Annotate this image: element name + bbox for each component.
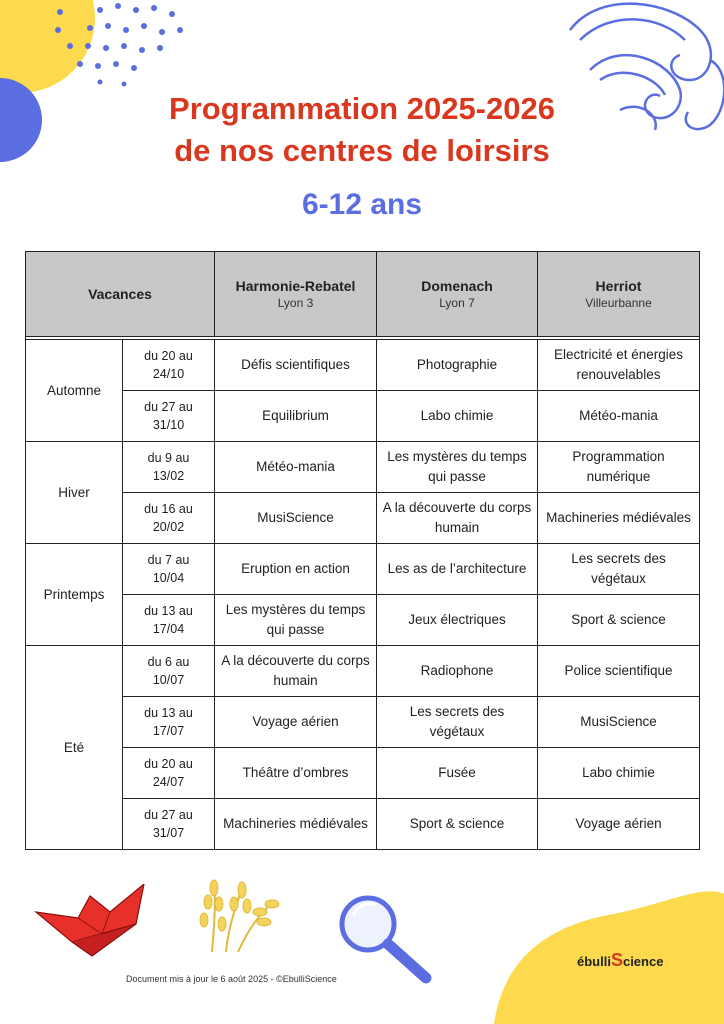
date-cell: du 6 au 10/07 — [123, 646, 215, 697]
activity-cell: MusiScience — [538, 697, 700, 748]
activity-cell: Equilibrium — [215, 391, 377, 442]
activity-cell: Défis scientifiques — [215, 340, 377, 391]
age-range-subtitle: 6-12 ans — [301, 188, 423, 221]
activity-cell: Les secrets des végétaux — [377, 697, 538, 748]
date-cell: du 20 au 24/10 — [123, 340, 215, 391]
activity-cell: Météo-mania — [215, 442, 377, 493]
table-row — [26, 799, 700, 850]
table-row — [26, 595, 700, 646]
center-name: Herriot — [595, 278, 642, 294]
activity-cell: Police scientifique — [538, 646, 700, 697]
table-row — [26, 442, 700, 493]
table-row — [26, 493, 700, 544]
activity-cell: Théâtre d’ombres — [215, 748, 377, 799]
center-location: Lyon 3 — [277, 296, 314, 310]
table-row — [26, 697, 700, 748]
date-cell: du 7 au 10/04 — [123, 544, 215, 595]
activity-cell: Fusée — [377, 748, 538, 799]
date-cell: du 9 au 13/02 — [123, 442, 215, 493]
logo-s: S — [610, 950, 623, 970]
header-center-harmonie — [215, 252, 377, 337]
schedule-table — [25, 251, 700, 850]
title-line-1: Programmation 2025-2026 — [169, 91, 555, 126]
activity-cell: A la découverte du corps humain — [377, 493, 538, 544]
wheat-icon — [192, 874, 287, 954]
center-name: Domenach — [421, 278, 493, 294]
season-cell: Eté — [26, 646, 123, 850]
activity-cell: Les secrets des végétaux — [538, 544, 700, 595]
activity-cell: Météo-mania — [538, 391, 700, 442]
magnifier-icon — [336, 892, 436, 987]
date-cell: du 16 au 20/02 — [123, 493, 215, 544]
footer-note: Document mis à jour le 6 août 2025 - ©EbulliScience — [126, 974, 337, 984]
table-row — [26, 646, 700, 697]
boat-icon — [32, 884, 147, 959]
activity-cell: Voyage aérien — [538, 799, 700, 850]
activity-cell: Eruption en action — [215, 544, 377, 595]
activity-cell: MusiScience — [215, 493, 377, 544]
activity-cell: Les as de l’architecture — [377, 544, 538, 595]
header-center-herriot — [538, 252, 700, 337]
activity-cell: Labo chimie — [538, 748, 700, 799]
activity-cell: Jeux électriques — [377, 595, 538, 646]
table-header-row — [26, 252, 700, 337]
table-row — [26, 748, 700, 799]
header-vacances: Vacances — [26, 252, 215, 337]
logo-prefix: ébulli — [577, 954, 611, 969]
center-name: Harmonie-Rebatel — [235, 278, 356, 294]
table-row — [26, 391, 700, 442]
activity-cell: Programmation numérique — [538, 442, 700, 493]
table-row — [26, 340, 700, 391]
page-title — [0, 88, 724, 172]
center-location: Villeurbanne — [585, 296, 652, 310]
date-cell: du 13 au 17/04 — [123, 595, 215, 646]
ebulliscience-logo — [577, 950, 663, 971]
title-line-2: de nos centres de loirsirs — [174, 133, 550, 168]
activity-cell: Machineries médiévales — [538, 493, 700, 544]
season-cell: Automne — [26, 340, 123, 442]
activity-cell: Sport & science — [377, 799, 538, 850]
logo-suffix: cience — [622, 954, 664, 969]
activity-cell: Labo chimie — [377, 391, 538, 442]
season-cell: Printemps — [26, 544, 123, 646]
activity-cell: Sport & science — [538, 595, 700, 646]
activity-cell: Voyage aérien — [215, 697, 377, 748]
date-cell: du 20 au 24/07 — [123, 748, 215, 799]
table-row — [26, 544, 700, 595]
header-center-domenach — [377, 252, 538, 337]
season-cell: Hiver — [26, 442, 123, 544]
date-cell: du 27 au 31/07 — [123, 799, 215, 850]
center-location: Lyon 7 — [439, 296, 475, 310]
activity-cell: Machineries médiévales — [215, 799, 377, 850]
date-cell: du 13 au 17/07 — [123, 697, 215, 748]
activity-cell: Electricité et énergies renouvelables — [538, 340, 700, 391]
date-cell: du 27 au 31/10 — [123, 391, 215, 442]
activity-cell: A la découverte du corps humain — [215, 646, 377, 697]
activity-cell: Les mystères du temps qui passe — [215, 595, 377, 646]
activity-cell: Radiophone — [377, 646, 538, 697]
activity-cell: Les mystères du temps qui passe — [377, 442, 538, 493]
activity-cell: Photographie — [377, 340, 538, 391]
